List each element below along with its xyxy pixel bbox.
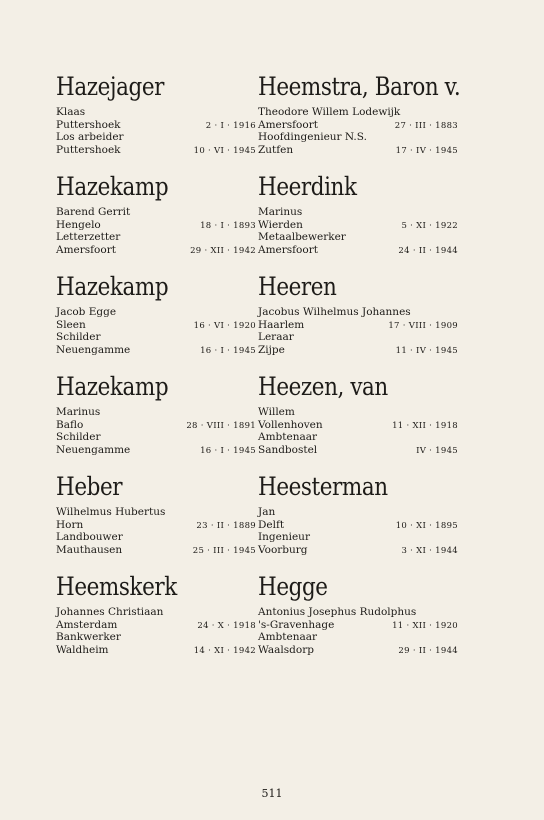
person-entry — [56, 272, 256, 372]
detail-row — [56, 331, 256, 344]
detail-row — [258, 531, 458, 544]
detail-date: 16 · VI · 1920 — [193, 320, 256, 331]
detail-date: 24 · II · 1944 — [398, 245, 458, 256]
given-names: Jacob Egge — [56, 306, 117, 318]
detail-text: Wierden — [258, 218, 303, 231]
detail-text: Ambtenaar — [258, 431, 317, 444]
detail-row — [258, 319, 458, 332]
detail-row — [56, 319, 256, 332]
detail-date: 10 · XI · 1895 — [395, 520, 458, 531]
detail-date: 11 · XII · 1918 — [392, 420, 458, 431]
detail-date: 25 · III · 1945 — [192, 545, 256, 556]
detail-row — [56, 619, 256, 632]
detail-text: 's-Gravenhage — [258, 618, 335, 631]
detail-text: Waldheim — [56, 643, 109, 656]
detail-date: 16 · I · 1945 — [200, 345, 256, 356]
detail-text: Waalsdorp — [258, 643, 314, 656]
detail-text: Bankwerker — [56, 631, 121, 644]
surname-heading: Heemstra, Baron v. — [258, 72, 461, 101]
person-entry — [56, 172, 256, 272]
detail-text: Neuengamme — [56, 443, 131, 456]
given-names: Theodore Willem Lodewijk — [258, 106, 401, 118]
surname-heading: Hegge — [258, 572, 328, 601]
right-column — [258, 72, 461, 672]
surname-heading: Hazekamp — [56, 372, 169, 401]
detail-row — [258, 344, 458, 357]
detail-row — [258, 444, 458, 457]
detail-text: Ingenieur — [258, 531, 310, 544]
detail-text: Los arbeider — [56, 131, 124, 144]
detail-text: Hengelo — [56, 218, 101, 231]
person-entry — [56, 472, 256, 572]
detail-row — [56, 244, 256, 257]
surname-heading: Heeren — [258, 272, 337, 301]
detail-row — [258, 144, 458, 157]
detail-row — [258, 644, 458, 657]
detail-text: Neuengamme — [56, 343, 131, 356]
detail-text: Hoofdingenieur N.S. — [258, 131, 367, 144]
detail-row — [258, 219, 458, 232]
detail-row — [258, 519, 458, 532]
given-names: Marinus — [56, 406, 101, 418]
detail-row — [56, 231, 256, 244]
detail-date: 10 · VI · 1945 — [193, 145, 256, 156]
given-names: Wilhelmus Hubertus — [56, 506, 166, 518]
surname-heading: Heber — [56, 472, 123, 501]
detail-text: Haarlem — [258, 318, 305, 331]
detail-date: 29 · XII · 1942 — [190, 245, 256, 256]
detail-row — [258, 631, 458, 644]
detail-row — [56, 344, 256, 357]
detail-row — [258, 544, 458, 557]
detail-text: Voorburg — [258, 543, 308, 556]
detail-text: Schilder — [56, 331, 101, 344]
detail-text: Puttershoek — [56, 118, 121, 131]
detail-date: 3 · XI · 1944 — [401, 545, 458, 556]
detail-row — [56, 431, 256, 444]
surname-heading: Heemskerk — [56, 572, 177, 601]
detail-row — [258, 331, 458, 344]
detail-row — [258, 619, 458, 632]
person-entry — [56, 72, 256, 172]
detail-row — [258, 244, 458, 257]
surname-heading: Heerdink — [258, 172, 357, 201]
detail-text: Amsterdam — [56, 618, 118, 631]
detail-date: 14 · XI · 1942 — [193, 645, 256, 656]
person-entry — [258, 72, 461, 172]
detail-text: Puttershoek — [56, 143, 121, 156]
person-entry — [258, 272, 458, 372]
detail-date: 24 · X · 1918 — [197, 620, 256, 631]
detail-text: Sandbostel — [258, 443, 318, 456]
detail-row — [56, 544, 256, 557]
detail-text: Schilder — [56, 431, 101, 444]
detail-text: Amersfoort — [258, 243, 318, 256]
page-number: 511 — [261, 787, 283, 800]
detail-row — [56, 144, 256, 157]
detail-date: 17 · IV · 1945 — [395, 145, 458, 156]
surname-heading: Hazekamp — [56, 272, 169, 301]
person-entry — [56, 572, 256, 672]
detail-date: 5 · XI · 1922 — [401, 220, 458, 231]
given-names: Jacobus Wilhelmus Johannes — [258, 306, 411, 318]
detail-date: 11 · IV · 1945 — [395, 345, 458, 356]
detail-text: Sleen — [56, 318, 86, 331]
person-entry — [258, 572, 458, 672]
given-names: Antonius Josephus Rudolphus — [258, 606, 417, 618]
given-names: Klaas — [56, 106, 86, 118]
detail-row — [258, 131, 458, 144]
given-names: Jan — [258, 506, 276, 518]
detail-row — [56, 444, 256, 457]
detail-text: Baflo — [56, 418, 84, 431]
detail-row — [56, 519, 256, 532]
detail-row — [258, 231, 458, 244]
detail-row — [56, 644, 256, 657]
detail-text: Zijpe — [258, 343, 285, 356]
detail-text: Amersfoort — [56, 243, 116, 256]
detail-row — [56, 131, 256, 144]
detail-text: Letterzetter — [56, 231, 121, 244]
detail-date: 23 · II · 1889 — [196, 520, 256, 531]
detail-text: Amersfoort — [258, 118, 318, 131]
given-names: Willem — [258, 406, 295, 418]
detail-row — [56, 531, 256, 544]
detail-text: Landbouwer — [56, 531, 123, 544]
detail-row — [56, 419, 256, 432]
person-entry — [56, 372, 256, 472]
given-names: Johannes Christiaan — [56, 606, 164, 618]
detail-row — [258, 119, 458, 132]
given-names: Marinus — [258, 206, 303, 218]
surname-heading: Heezen, van — [258, 372, 388, 401]
given-names: Barend Gerrit — [56, 206, 131, 218]
detail-row — [258, 419, 458, 432]
left-column — [56, 72, 256, 672]
person-entry — [258, 472, 458, 572]
surname-heading: Hazejager — [56, 72, 164, 101]
detail-text: Horn — [56, 518, 84, 531]
detail-date: 18 · I · 1893 — [200, 220, 256, 231]
surname-heading: Hazekamp — [56, 172, 169, 201]
detail-row — [56, 119, 256, 132]
detail-date: IV · 1945 — [416, 445, 458, 456]
detail-text: Ambtenaar — [258, 631, 317, 644]
detail-date: 29 · II · 1944 — [398, 645, 458, 656]
detail-row — [56, 219, 256, 232]
detail-row — [56, 631, 256, 644]
detail-text: Metaalbewerker — [258, 231, 346, 244]
surname-heading: Heesterman — [258, 472, 388, 501]
detail-date: 17 · VIII · 1909 — [388, 320, 458, 331]
detail-date: 28 · VIII · 1891 — [186, 420, 256, 431]
detail-text: Leraar — [258, 331, 294, 344]
person-entry — [258, 172, 458, 272]
detail-row — [258, 431, 458, 444]
detail-text: Zutfen — [258, 143, 294, 156]
detail-date: 11 · XII · 1920 — [392, 620, 458, 631]
detail-text: Mauthausen — [56, 543, 123, 556]
person-entry — [258, 372, 458, 472]
detail-date: 2 · I · 1916 — [205, 120, 256, 131]
detail-text: Vollenhoven — [258, 418, 323, 431]
detail-date: 16 · I · 1945 — [200, 445, 256, 456]
detail-date: 27 · III · 1883 — [394, 120, 458, 131]
detail-text: Delft — [258, 518, 285, 531]
